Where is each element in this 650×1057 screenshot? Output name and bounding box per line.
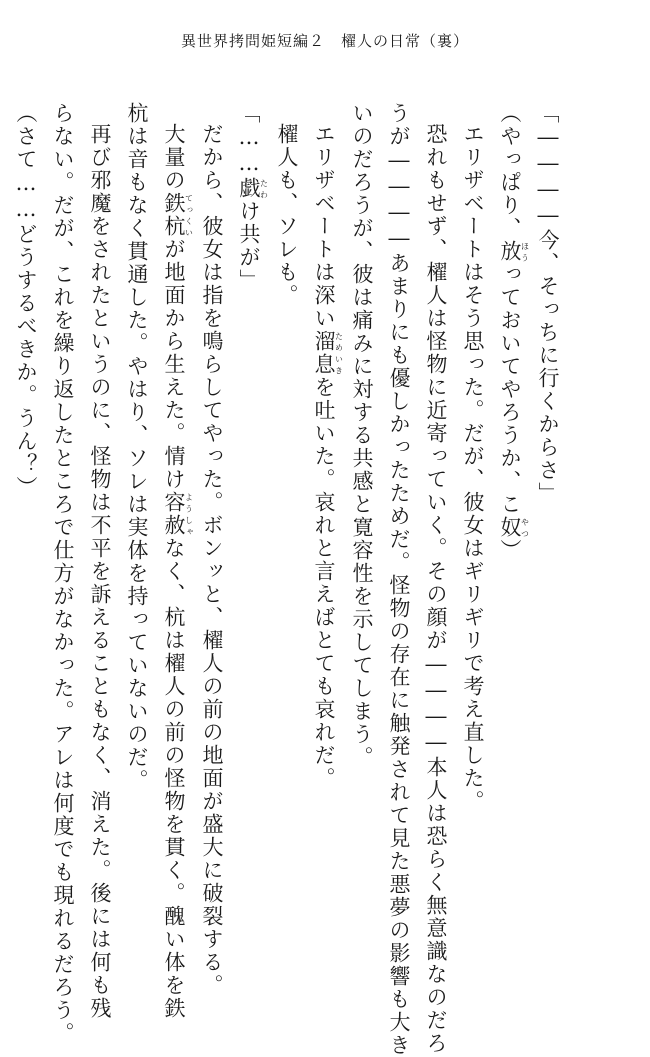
text-line: （やっぱり、放ほうっておいてやろうか、こ奴やつ） [498,102,530,562]
text-line: エリザベートはそう思った。だが、彼女はギリギリで考え直した。 [461,123,485,813]
ruby-reading: やつ [520,516,530,539]
text-line: 大量の鉄杭てっくいが地面から生えた。情け容赦ようしゃなく、杭は櫂人の前の怪物を貫く。醜い体を鉄 [162,123,194,1020]
ruby-word: 溜息ためいき [312,330,344,376]
text-line: 「――――今、そっちに行くからさ」 [536,102,560,505]
text-line: エリザベートは深い溜息ためいきを吐いた。哀れと言えばとても哀れだ。 [312,123,344,790]
text-line: 櫂人も、ソレも。 [275,123,299,307]
text-line: いのだろうが、彼は痛みに対する共感と寛容性を示してしまう。 [350,102,374,769]
text-line [0,102,7,887]
text-line: 恐れもせず、櫂人は怪物に近寄っていく。その顔が――――本人は恐らく無意識なのだろ [424,123,448,1055]
ruby-reading: たわ [259,177,269,200]
ruby-word: 奴やつ [498,516,530,539]
ruby-word: 鉄杭てっくい [162,192,194,238]
ruby-word: 戯たわ [237,177,269,200]
vertical-body-text [14,102,566,1057]
running-header: 異世界拷問姫短編２ 櫂人の日常（裏） [180,32,469,50]
text-line: だから、彼女は指を鳴らしてやった。ボンッと、櫂人の前の地面が盛大に破裂する。 [200,123,224,997]
ruby-reading: ようしゃ [184,491,194,537]
ruby-reading: ほう [520,240,530,263]
text-line: 杭は音もなく貫通した。やはり、ソレは実体を持っていないのだ。 [125,102,149,792]
text-line: （さて……どうするべきか。うん？） [14,102,38,499]
ruby-reading: てっくい [184,192,194,238]
ruby-word: 放ほう [498,240,530,263]
ruby-word: 容赦ようしゃ [162,491,194,537]
text-line: 「……戯たわけ共が」 [237,102,269,292]
text-line: らない。だが、これを繰り返したところで仕方がなかった。アレは何度でも現れるだろう。 [51,102,75,1045]
ruby-reading: ためいき [334,330,344,376]
text-line: うが――――あまりにも優しかったためだ。怪物の存在に触発されて見た悪夢の影響も大き [387,102,411,1057]
text-line: 再び邪魔をされたというのに、怪物は不平を訴えることもなく、消えた。後には何も残 [88,123,112,1020]
